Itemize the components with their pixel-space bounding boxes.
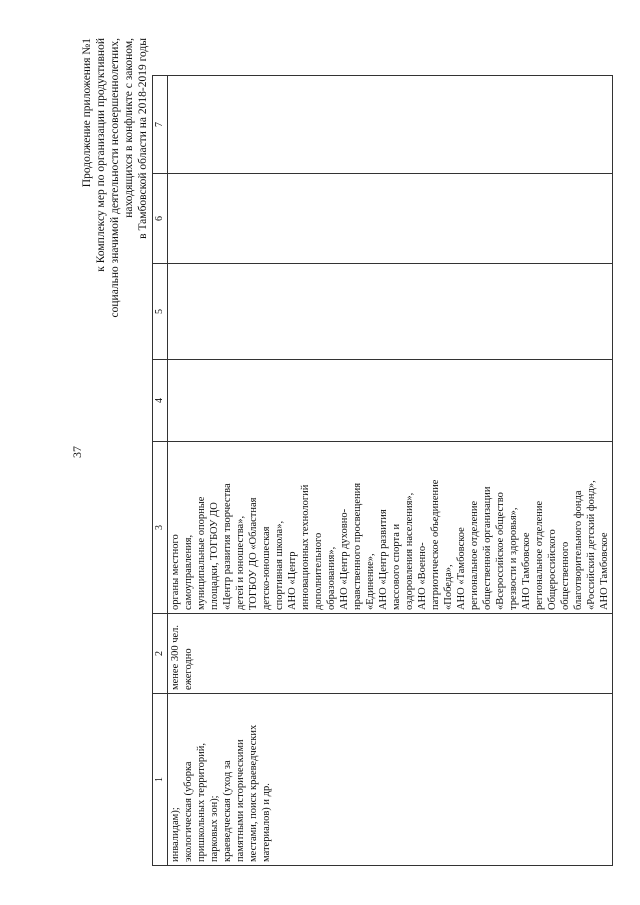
cell-line: менее 300 чел. (170, 624, 181, 690)
cell-line: экологическая (уборка (183, 761, 194, 862)
cell-line: трезвости и здоровья», (508, 507, 519, 610)
caption-line: Продолжение приложения №1 (81, 38, 93, 188)
cell-line: образования», (326, 546, 337, 610)
cell-line: местами, поиск краеведческих (248, 724, 259, 862)
cell-line: АНО Тамбовское (599, 532, 610, 610)
column-number: 6 (153, 174, 168, 264)
cell-line: инновационных технологий (300, 484, 311, 610)
cell-line: ТОГБОУ ДО «Областная (248, 497, 259, 610)
column-number: 2 (153, 614, 168, 694)
participants-cell (168, 614, 613, 694)
empty-cell (168, 264, 613, 360)
caption-line: в Тамбовской области на 2018-2019 годы (137, 38, 149, 239)
cell-line: «Российский детский фонд», (586, 480, 597, 610)
table-row (168, 76, 613, 866)
column-number: 3 (153, 442, 168, 614)
caption-line: к Комплексу мер по организации продуктивной (95, 38, 107, 272)
column-number: 5 (153, 264, 168, 360)
cell-line: пришкольных территорий, (196, 742, 207, 862)
cell-line: «Победа», (443, 564, 454, 610)
cell-line: дополнительного (313, 532, 324, 610)
cell-line: оздоровления населения», (404, 492, 415, 610)
cell-line: региональное отделение (469, 500, 480, 610)
empty-cell (168, 360, 613, 442)
cell-line: материалов) и др. (261, 783, 272, 862)
cell-line: региональное отделение (534, 500, 545, 610)
measures-table (152, 75, 613, 866)
cell-line: «Всероссийское общество (495, 492, 506, 610)
cell-line: органы местного (170, 534, 181, 610)
cell-line: патриотическое объединение (430, 479, 441, 610)
empty-cell (168, 174, 613, 264)
cell-line: детско-юношеская (261, 526, 272, 610)
column-number: 1 (153, 694, 168, 866)
cell-line: ежегодно (183, 648, 194, 690)
cell-line: спортивная школа», (274, 520, 285, 610)
cell-line: «Центр развития творчества (222, 483, 233, 610)
caption-line: находящихся в конфликте с законом, (123, 38, 135, 218)
cell-line: «Единение», (365, 553, 376, 610)
cell-line: самоуправления, (183, 534, 194, 610)
cell-line: детей и юношества», (235, 515, 246, 610)
cell-line: муниципальные опорные (196, 496, 207, 610)
page-number: 37 (70, 446, 84, 458)
cell-line: АНО Тамбовское (521, 532, 532, 610)
cell-line: общественного (560, 541, 571, 610)
cell-line: нравственного просвещения (352, 482, 363, 610)
cell-line: общественной организации (482, 486, 493, 610)
column-number: 4 (153, 360, 168, 442)
cell-line: парковых зон); (209, 795, 220, 862)
column-number-row (153, 76, 168, 866)
column-number: 7 (153, 76, 168, 174)
cell-line: инвалидам); (170, 807, 181, 862)
activity-cell (168, 694, 613, 866)
organizations-cell (168, 442, 613, 614)
cell-line: площадки, ТОГБОУ ДО (209, 502, 220, 610)
cell-line: АНО «Центр развития (378, 509, 389, 610)
cell-line: АНО «Центр (287, 551, 298, 610)
cell-line: благотворительного фонда (573, 490, 584, 610)
appendix-caption (80, 38, 150, 518)
cell-line: краеведческая (уход за (222, 760, 233, 862)
empty-cell (168, 76, 613, 174)
rotated-page (40, 2, 610, 902)
cell-line: Общероссийского (547, 529, 558, 610)
cell-line: АНО «Тамбовское (456, 527, 467, 610)
cell-line: памятными историческими (235, 739, 246, 862)
cell-line: АНО «Центр духовно- (339, 508, 350, 610)
cell-line: АНО «Военно- (417, 542, 428, 610)
caption-line: социально значимой деятельности несовершеннолетних, (109, 38, 121, 318)
cell-line: массового спорта и (391, 523, 402, 610)
